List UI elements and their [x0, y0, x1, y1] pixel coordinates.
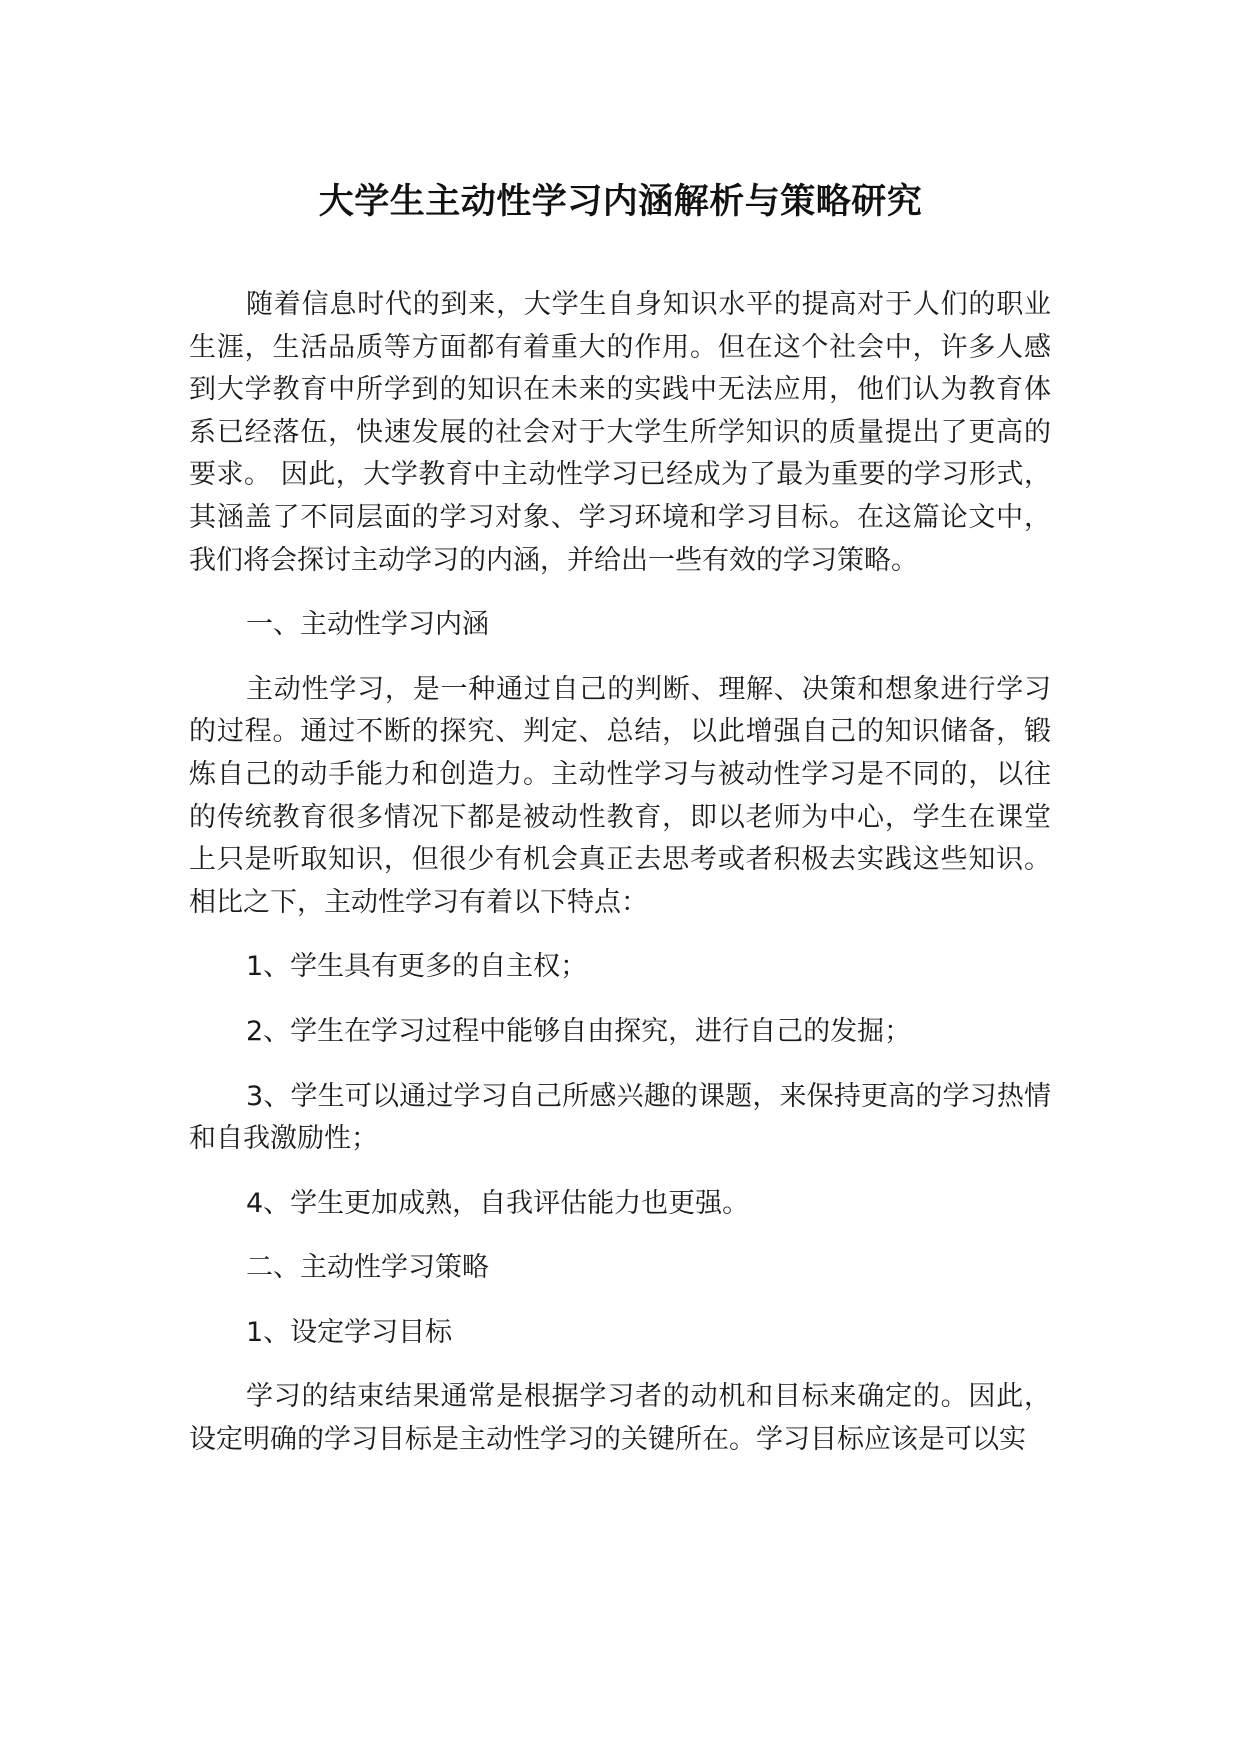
document-body	[189, 284, 1051, 1484]
document-title: 大学生主动性学习内涵解析与策略研究	[318, 182, 923, 222]
paragraph-definition: 主动性学习，是一种通过自己的判断、理解、决策和想象进行学习的过程。通过不断的探究、判定、总结，以此增强自己的知识储备，锻炼自己的动手能力和创造力。主动性学习与被动性学习是不同的，以往的传统教育很多情况下都是被动性教育，即以老师为中心，学生在课堂上只是听取知识，但很少有机会真正去思考或者积极去实践这些知识。相比之下，主动性学习有着以下特点：	[189, 673, 1051, 918]
paragraph-intro: 随着信息时代的到来，大学生自身知识水平的提高对于人们的职业生涯，生活品质等方面都有着重大的作用。但在这个社会中，许多人感到大学教育中所学到的知识在未来的实践中无法应用，他们认为教育体系已经落伍，快速发展的社会对于大学生所学知识的质量提出了更高的要求。 因此，大学教育中主动性学习已经成为了最为重要的学习形式，其涵盖了不同层面的学习对象、学习环境和学习目标。在这篇论文中，我们将会探讨主动学习的内涵，并给出一些有效的学习策略。	[189, 289, 1051, 576]
section-heading-connotation: 一、主动性学习内涵	[246, 609, 489, 641]
list-item-feature-3: 3、学生可以通过学习自己所感兴趣的课题，来保持更高的学习热情和自我激励性；	[189, 1080, 1051, 1155]
list-item-feature-2: 2、学生在学习过程中能够自由探究，进行自己的发掘；	[246, 1015, 912, 1047]
list-item-feature-1: 1、学生具有更多的自主权；	[246, 951, 588, 983]
list-item-feature-4: 4、学生更加成熟，自我评估能力也更强。	[246, 1187, 750, 1219]
section-heading-strategy: 二、主动性学习策略	[246, 1252, 489, 1284]
paragraph-goals: 学习的结束结果通常是根据学习者的动机和目标来确定的。因此，设定明确的学习目标是主动性学习的关键所在。学习目标应该是可以实	[189, 1381, 1051, 1456]
subsection-heading-goals: 1、设定学习目标	[246, 1316, 453, 1348]
